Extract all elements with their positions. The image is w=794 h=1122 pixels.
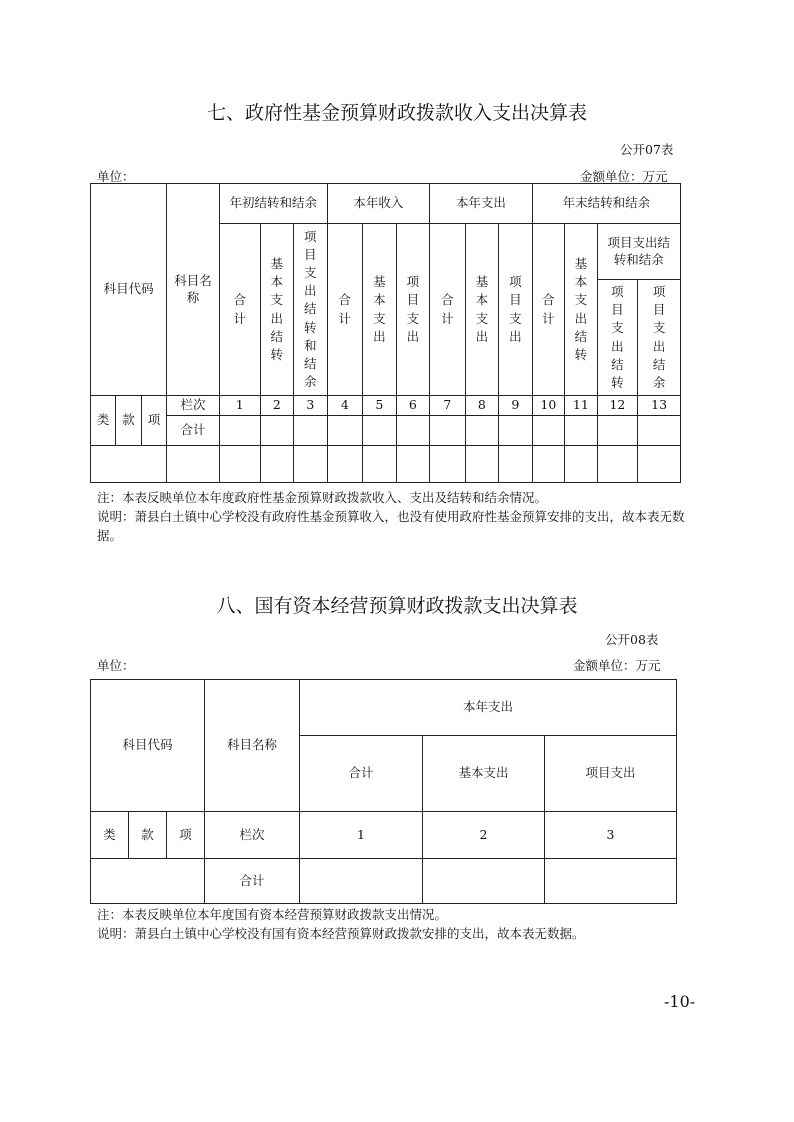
table8-unit-label: 单位： (97, 658, 135, 673)
table8 (90, 679, 677, 904)
header-end-balance: 年末结转和结余 (532, 184, 680, 224)
col-number: 2 (260, 396, 294, 416)
row-heji: 合计 (205, 859, 300, 904)
row-kuan: 款 (129, 812, 167, 859)
col-project: 项目支出 (406, 274, 420, 344)
table7-explanation: 说明：萧县白土镇中心学校没有政府性基金预算收入，也没有使用政府性基金预算安排的支出，故本表无数据。 (97, 509, 685, 543)
col-number: 13 (638, 396, 681, 416)
table8-title: 八、国有资本经营预算财政拨款支出决算表 (216, 595, 578, 617)
col-number: 11 (565, 396, 597, 416)
col-number: 3 (294, 396, 328, 416)
col-basic-carry: 基本支出结转 (270, 256, 284, 362)
table7-amount-unit: 金额单位：万元 (580, 169, 668, 184)
col-basic-carry: 基本支出结转 (574, 256, 588, 362)
header-project-carry-balance: 项目支出结转和结余 (597, 224, 680, 280)
table8-explanation: 说明：萧县白土镇中心学校没有国有资本经营预算财政拨款安排的支出，故本表无数据。 (97, 926, 585, 941)
col-number: 1 (300, 812, 423, 859)
header-year-expense: 本年支出 (300, 680, 677, 736)
col-number: 9 (499, 396, 533, 416)
header-subject-code: 科目代码 (91, 184, 167, 396)
table7-unit-label: 单位： (97, 169, 135, 184)
row-xiang: 项 (167, 812, 205, 859)
row-lei: 类 (91, 812, 129, 859)
table8-amount-unit: 金额单位：万元 (573, 658, 661, 673)
empty-row (91, 446, 167, 483)
col-project-carry: 项目支出结转和结余 (304, 228, 317, 389)
page-number: -10- (664, 992, 696, 1011)
header-subject-name: 科目名称 (205, 680, 300, 812)
header-begin-balance: 年初结转和结余 (219, 184, 327, 224)
header-subject-name: 科目名称 (167, 184, 220, 396)
col-total: 合计 (441, 292, 454, 326)
col-basic: 基本支出 (373, 274, 386, 344)
row-xiang: 项 (141, 396, 166, 446)
col-project-balance-short: 项目支出结余 (652, 284, 666, 390)
table8-note: 注：本表反映单位本年度国有资本经营预算财政拨款支出情况。 (97, 907, 448, 922)
row-lanci: 栏次 (205, 812, 300, 859)
col-number: 3 (545, 812, 677, 859)
table8-code: 公开08表 (605, 632, 659, 647)
col-number: 10 (532, 396, 564, 416)
col-number: 2 (423, 812, 545, 859)
row-kuan: 款 (116, 396, 141, 446)
col-total: 合计 (233, 292, 246, 326)
col-total: 合计 (542, 292, 555, 326)
col-project-carry-short: 项目支出结转 (611, 284, 624, 390)
col-number: 12 (597, 396, 638, 416)
col-number: 5 (363, 396, 397, 416)
col-basic: 基本支出 (475, 274, 489, 344)
col-total: 合计 (300, 736, 423, 812)
col-number: 6 (396, 396, 430, 416)
row-lei: 类 (91, 396, 116, 446)
col-basic: 基本支出 (423, 736, 545, 812)
table7-title: 七、政府性基金预算财政拨款收入支出决算表 (206, 102, 587, 124)
col-project: 项目支出 (545, 736, 677, 812)
header-subject-code: 科目代码 (91, 680, 205, 812)
col-number: 4 (327, 396, 363, 416)
col-total: 合计 (338, 292, 352, 326)
empty-cell (91, 859, 205, 904)
table7-code: 公开07表 (620, 142, 674, 157)
col-number: 8 (465, 396, 499, 416)
header-year-expense: 本年支出 (430, 184, 533, 224)
row-heji: 合计 (167, 416, 220, 446)
col-project: 项目支出 (509, 274, 522, 344)
table7-note: 注：本表反映单位本年度政府性基金预算财政拨款收入、支出及结转和结余情况。 (97, 490, 548, 505)
col-number: 7 (430, 396, 466, 416)
col-number: 1 (219, 396, 260, 416)
table7 (90, 183, 681, 483)
row-lanci: 栏次 (167, 396, 220, 416)
header-year-income: 本年收入 (327, 184, 430, 224)
